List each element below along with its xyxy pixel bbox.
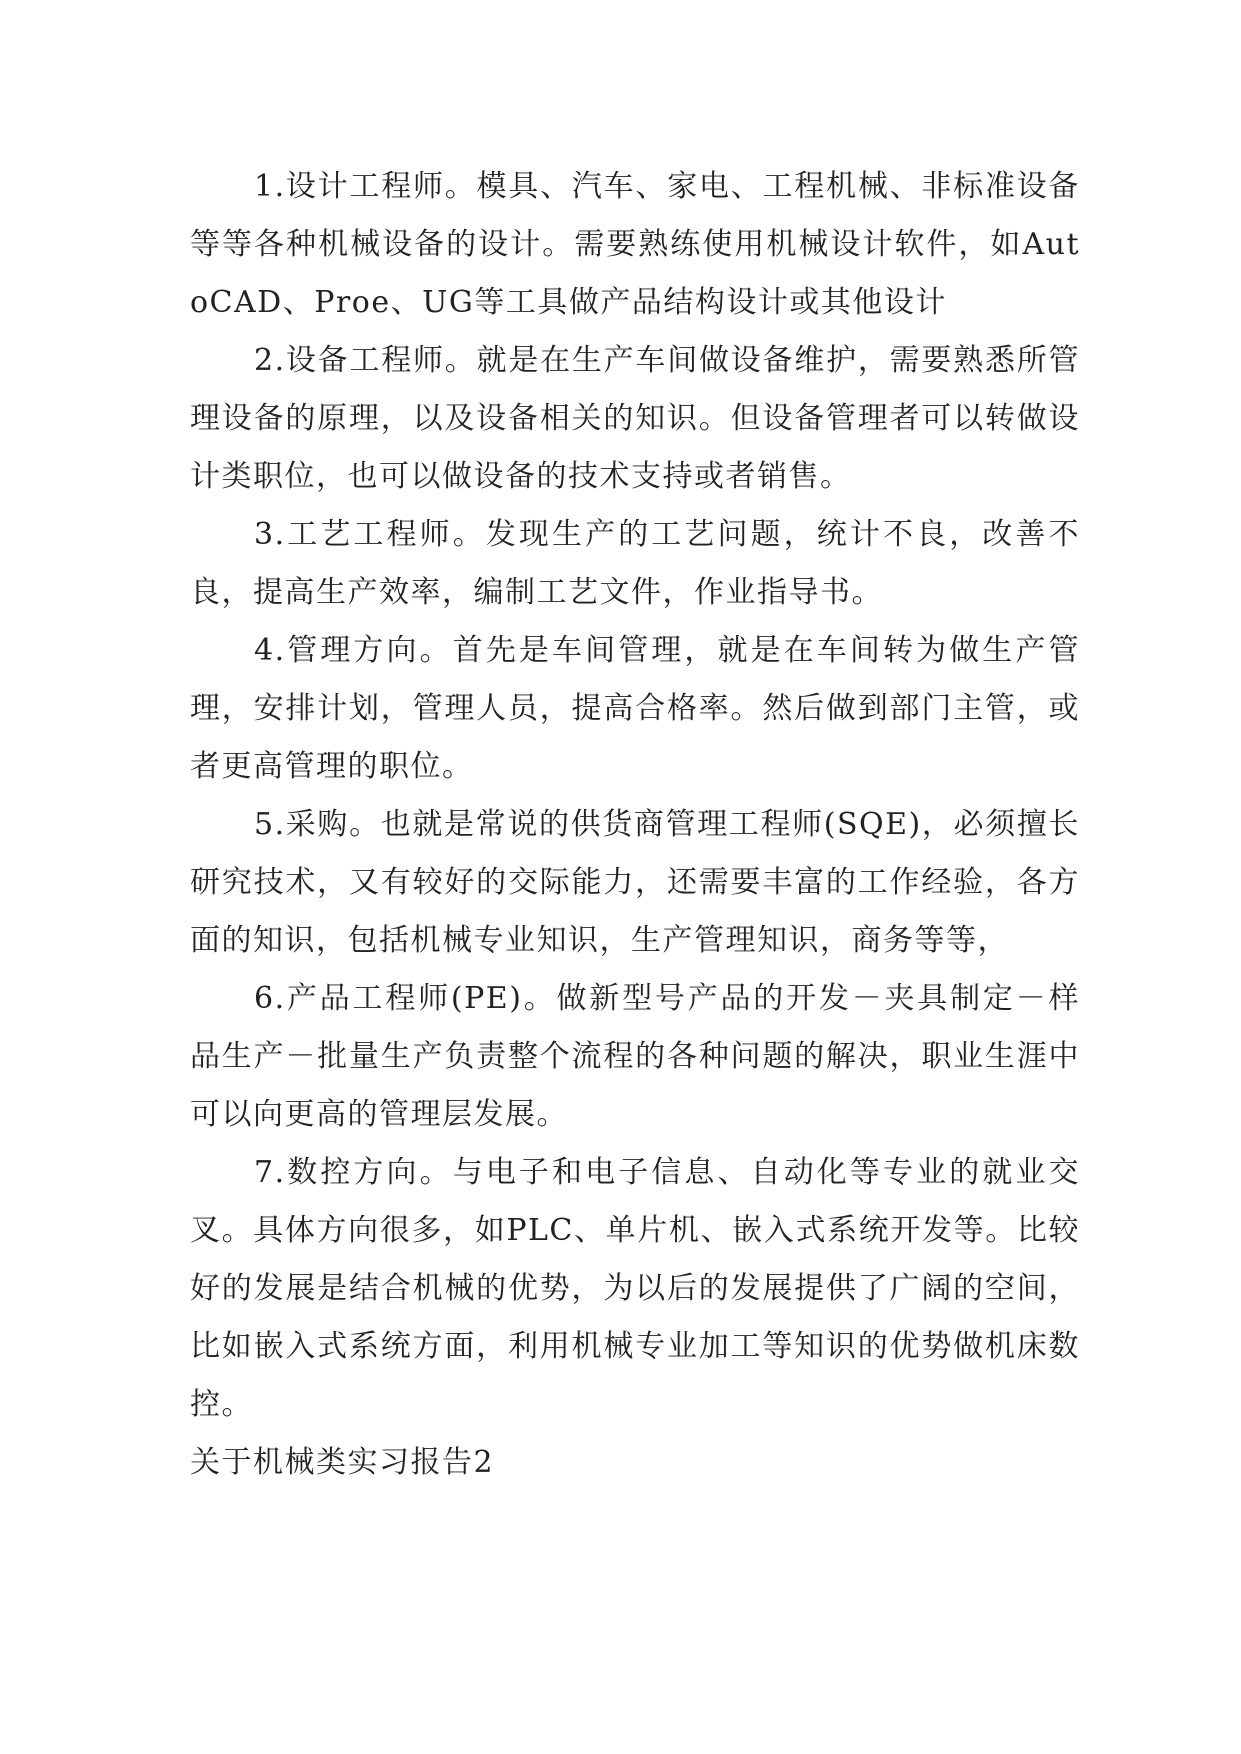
paragraph-product-engineer: 6.产品工程师(PE)。做新型号产品的开发－夹具制定－样品生产－批量生产负责整个流程的各种问题的解决，职业生涯中可以向更高的管理层发展。: [190, 981, 1080, 1132]
paragraph-purchasing: 5.采购。也就是常说的供货商管理工程师(SQE)，必须擅长研究技术，又有较好的交际能力，还需要丰富的工作经验，各方面的知识，包括机械专业知识，生产管理知识，商务等等，: [190, 807, 1080, 958]
paragraph-management-direction: 4.管理方向。首先是车间管理，就是在车间转为做生产管理，安排计划，管理人员，提高合格率。然后做到部门主管，或者更高管理的职位。: [190, 633, 1080, 784]
section-heading: 关于机械类实习报告2: [190, 1445, 495, 1480]
paragraph-design-engineer: 1.设计工程师。模具、汽车、家电、工程机械、非标准设备等等各种机械设备的设计。需要熟练使用机械设计软件，如AutoCAD、Proe、UG等工具做产品结构设计或其他设计: [190, 169, 1080, 320]
paragraph-process-engineer: 3.工艺工程师。发现生产的工艺问题，统计不良，改善不良，提高生产效率，编制工艺文件，作业指导书。: [190, 517, 1080, 610]
paragraph-cnc-direction: 7.数控方向。与电子和电子信息、自动化等专业的就业交叉。具体方向很多，如PLC、单片机、嵌入式系统开发等。比较好的发展是结合机械的优势，为以后的发展提供了广阔的空间，比如嵌入式系统方面，利用机械专业加工等知识的优势做机床数控。: [190, 1155, 1080, 1422]
paragraph-equipment-engineer: 2.设备工程师。就是在生产车间做设备维护，需要熟悉所管理设备的原理，以及设备相关的知识。但设备管理者可以转做设计类职位，也可以做设备的技术支持或者销售。: [190, 343, 1080, 494]
document-body: [190, 158, 1080, 1492]
